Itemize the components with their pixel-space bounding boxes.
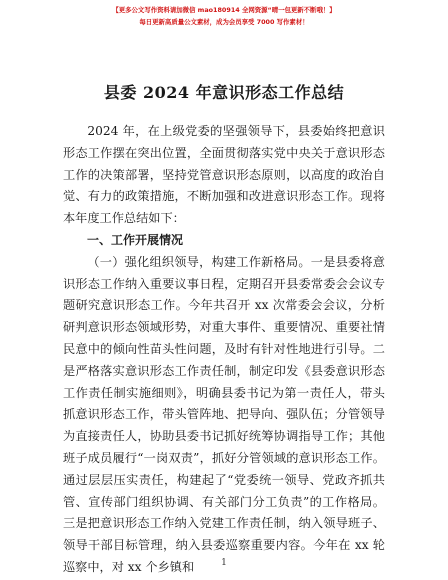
promo-banner-line-1: 【更多公文写作资料请加微信 mao180914 全网资源“晴一包更新不断哦！】	[112, 6, 336, 14]
document-title: 县委 2024 年意识形态工作总结	[103, 83, 345, 102]
body-paragraph: （一）强化组织领导，构建工作新格局。一是县委将意识形态工作纳入重要议事日程，定期召开县委常委会会议专题研究意识形态工作。今年共召开 xx 次常委会会议，分析研判意识形态领域形势，对重大事件、重要情况、重要社情民意中的倾向性苗头性问题，及时有针对性地进行引导。二是严格落实意识形态工作责任制，制定印发《县委意识形态工作责任制实施细则》，明确县委书记为第一责任人，带头抓意识形态工作，带头管阵地、把导向、强队伍；分管领导为直接责任人，协助县委书记抓好统筹协调指导工作；其他班子成员履行“一岗双责”，抓好分管领域的意识形态工作。通过层层压实责任，构建起了“党委统一领导、党政齐抓共管、宣传部门组织协调、有关部门分工负责”的工作格局。三是把意识形态工作纳入党建工作责任制，纳入领导班子、领导干部目标管理，纳入县委巡察重要内容。今年在 xx 轮巡察中，对 xx 个乡镇和	[63, 254, 385, 574]
document-body	[63, 121, 385, 579]
promo-banner-line-2: 每日更新高质量公文素材，成为会员享受 7000 写作素材！	[139, 18, 309, 26]
page-number: 1	[221, 558, 227, 568]
intro-paragraph: 2024 年，在上级党委的坚强领导下，县委始终把意识形态工作摆在突出位置，全面贯彻落实党中央关于意识形态工作的决策部署，坚持党管意识形态原则，以高度的政治自觉、有力的政策措施，不断加强和改进意识形态工作。现将本年度工作总结如下：	[63, 124, 385, 226]
section-heading: 一、工作开展情况	[87, 232, 184, 247]
